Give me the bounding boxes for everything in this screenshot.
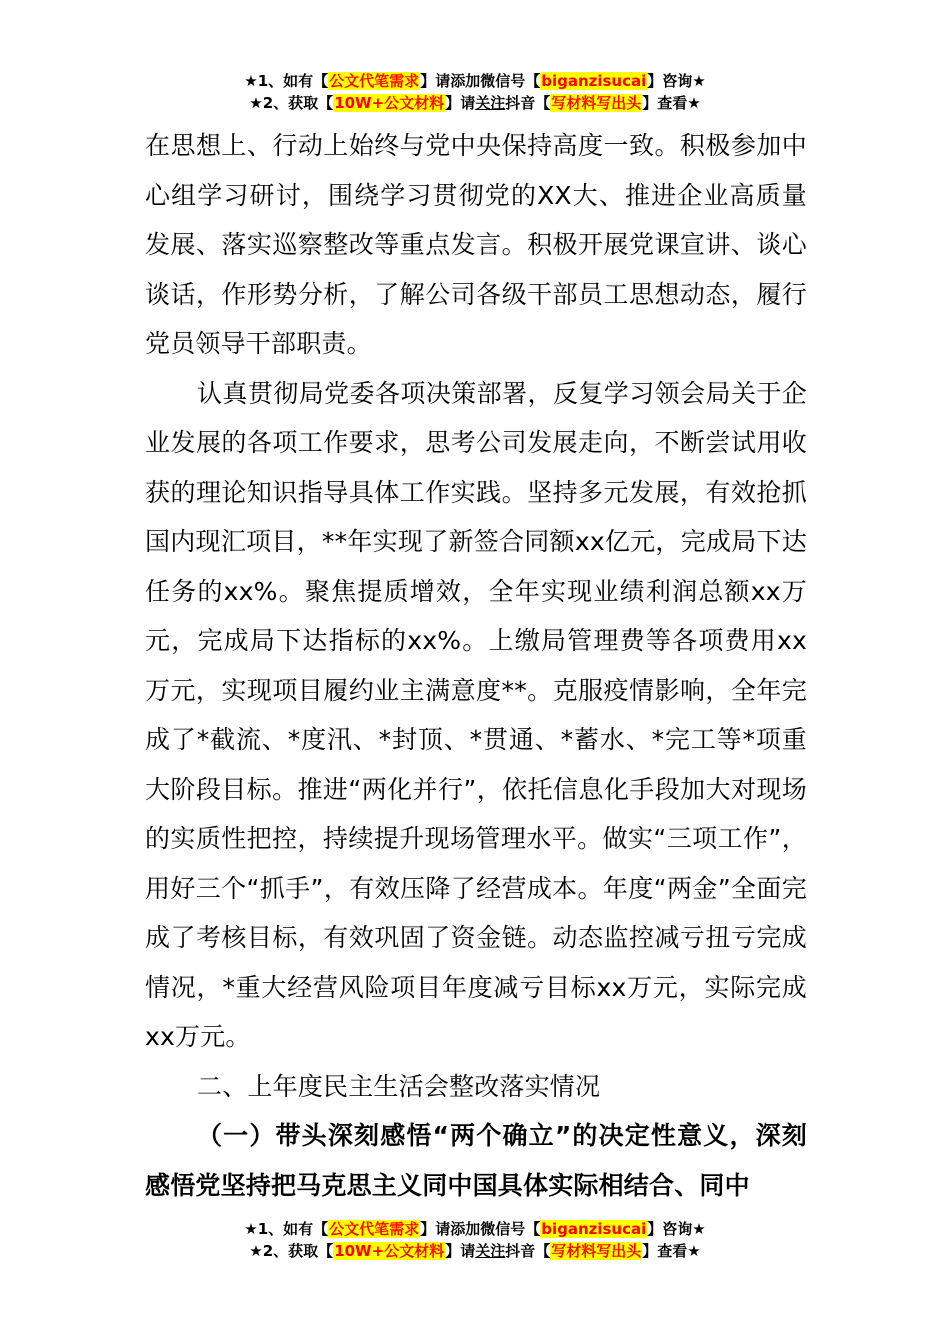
promo-text: 】咨询★ [647,72,706,90]
promo-highlight-douyin: 写材料写出头 [551,1242,642,1260]
paragraph-continuation: 在思想上、行动上始终与党中央保持高度一致。积极参加中心组学习研讨，围绕学习贯彻党的XX大、推进企业高质量发展、落实巡察整改等重点发言。积极开展党课宣讲、谈心谈话，作形势分析，了解公司各级干部员工思想动态，履行党员领导干部职责。 [145,131,807,358]
promo-text: ★1、如有【 [244,72,329,90]
promo-text: 】查看★ [642,94,701,112]
promo-underlined: 关注 [475,1242,506,1260]
section-heading: 二、上年度民主生活会整改落实情况 [197,1071,601,1101]
subsection-heading: （一）带头深刻感悟“两个确立”的决定性意义，深刻感悟党坚持把马克思主义同中国具体实际相结合、同中 [145,1121,807,1200]
document-body [145,121,807,1210]
promo-highlight: 10W+公文材料 [334,94,445,112]
promo-highlight-wechat-id: biganzisucai [541,1220,647,1238]
bottom-promo-banner [0,1218,950,1262]
promo-text: 】请添加微信号【 [420,72,541,90]
promo-highlight: 公文代笔需求 [329,1220,420,1238]
paragraph-work-summary: 认真贯彻局党委各项决策部署，反复学习领会局关于企业发展的各项工作要求，思考公司发展走向，不断尝试用收获的理论知识指导具体工作实践。坚持多元发展，有效抢抓国内现汇项目，**年实现了新签合同额xx亿元，完成局下达任务的xx%。聚焦提质增效，全年实现业绩利润总额xx万元，完成局下达指标的xx%。上缴局管理费等各项费用xx万元，实现项目履约业主满意度**。克服疫情影响，全年完成了*截流、*度汛、*封顶、*贯通、*蓄水、*完工等*项重大阶段目标。推进“两化并行”，依托信息化手段加大对现场的实质性把控，持续提升现场管理水平。做实“三项工作”，用好三个“抓手”，有效压降了经营成本。年度“两金”全面完成了考核目标，有效巩固了资金链。动态监控减亏扭亏完成情况，*重大经营风险项目年度减亏目标xx万元，实际完成xx万元。 [145,378,807,1051]
promo-text: 】咨询★ [647,1220,706,1238]
promo-text: ★1、如有【 [244,1220,329,1238]
promo-highlight-douyin: 写材料写出头 [551,94,642,112]
promo-text: 】查看★ [642,1242,701,1260]
promo-line-2 [0,1240,950,1262]
promo-text: 】请 [445,94,476,112]
promo-underlined: 关注 [475,94,506,112]
promo-line-1 [0,1218,950,1240]
promo-highlight: 10W+公文材料 [334,1242,445,1260]
top-promo-banner [0,70,950,114]
promo-text: ★2、获取【 [249,1242,334,1260]
promo-highlight: 公文代笔需求 [329,72,420,90]
promo-text: 】请 [445,1242,476,1260]
promo-line-2 [0,92,950,114]
promo-line-1 [0,70,950,92]
promo-text: 抖音【 [505,1242,551,1260]
promo-highlight-wechat-id: biganzisucai [541,72,647,90]
promo-text: 】请添加微信号【 [420,1220,541,1238]
promo-text: ★2、获取【 [249,94,334,112]
promo-text: 抖音【 [505,94,551,112]
